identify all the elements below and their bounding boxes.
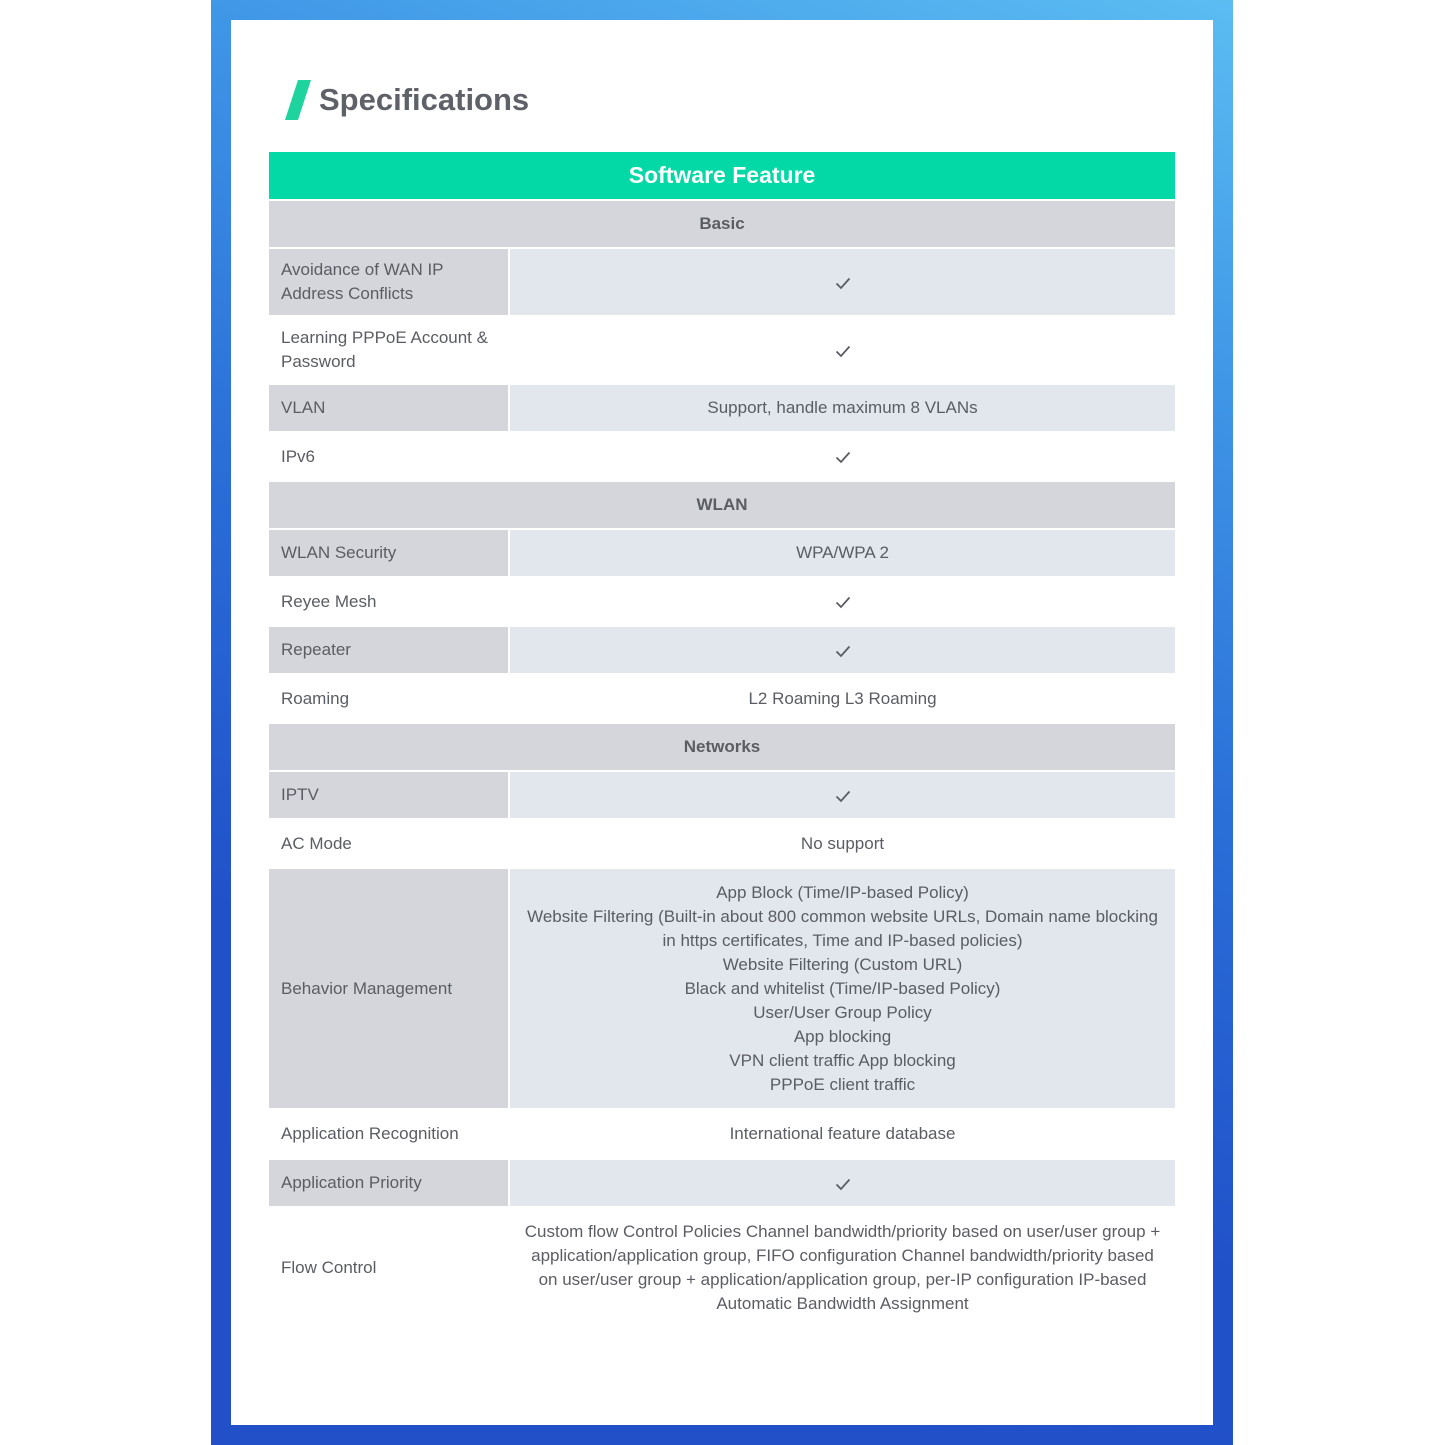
row-value (509, 868, 1175, 1109)
table-row (269, 248, 1175, 316)
table-row (269, 868, 1175, 1109)
behavior-line: Website Filtering (Built-in about 800 common website URLs, Domain name blocking in https certificates, Time and IP-based policies) (527, 906, 1158, 950)
row-label: VLAN (269, 384, 509, 432)
table-row (269, 384, 1175, 432)
behavior-line: VPN client traffic App blocking (729, 1050, 956, 1070)
row-label: Roaming (269, 674, 509, 723)
table-row (269, 1159, 1175, 1207)
behavior-line: User/User Group Policy (753, 1002, 932, 1022)
row-value (509, 626, 1175, 674)
row-label: Application Recognition (269, 1109, 509, 1159)
row-label: IPTV (269, 771, 509, 819)
section-row (269, 723, 1175, 771)
row-value (509, 316, 1175, 384)
check-icon (835, 275, 851, 291)
row-label: Repeater (269, 626, 509, 674)
row-label: Reyee Mesh (269, 577, 509, 626)
row-label: AC Mode (269, 819, 509, 868)
page-title: Specifications (319, 82, 530, 117)
row-label: Application Priority (269, 1159, 509, 1207)
table-row (269, 577, 1175, 626)
table-row (269, 316, 1175, 384)
row-label: Avoidance of WAN IP Address Conflicts (269, 248, 509, 316)
row-value: Support, handle maximum 8 VLANs (509, 384, 1175, 432)
row-value (509, 1159, 1175, 1207)
table-row (269, 771, 1175, 819)
table-row (269, 626, 1175, 674)
table-row (269, 432, 1175, 481)
row-label: Learning PPPoE Account & Password (269, 316, 509, 384)
section-header-networks: Networks (269, 723, 1175, 771)
banner-row (269, 152, 1175, 200)
check-icon (835, 594, 851, 610)
section-header-basic: Basic (269, 200, 1175, 248)
row-value: Custom flow Control Policies Channel bandwidth/priority based on user/user group + application/application group, FIFO configuration Channel bandwidth/priority based on user/user group + application/application group, per-IP configuration IP-based Automatic Bandwidth Assignment (509, 1207, 1175, 1327)
row-value: No support (509, 819, 1175, 868)
row-label: WLAN Security (269, 529, 509, 577)
table-row (269, 529, 1175, 577)
check-icon (835, 343, 851, 359)
behavior-line: App Block (Time/IP-based Policy) (716, 882, 969, 902)
table-row (269, 819, 1175, 868)
row-value (509, 771, 1175, 819)
check-icon (835, 788, 851, 804)
check-icon (835, 449, 851, 465)
behavior-line: App blocking (793, 1026, 892, 1046)
row-value: L2 Roaming L3 Roaming (509, 674, 1175, 723)
row-value (509, 577, 1175, 626)
section-row (269, 481, 1175, 529)
check-icon (835, 643, 851, 659)
spec-table (269, 152, 1175, 1327)
row-label: Behavior Management (269, 868, 509, 1109)
table-banner: Software Feature (269, 152, 1175, 200)
row-label: IPv6 (269, 432, 509, 481)
behavior-line: Black and whitelist (Time/IP-based Policy) (684, 978, 1001, 998)
behavior-line: Website Filtering (Custom URL) (722, 954, 963, 974)
row-value: WPA/WPA 2 (509, 529, 1175, 577)
section-header-wlan: WLAN (269, 481, 1175, 529)
row-value: International feature database (509, 1109, 1175, 1159)
table-row (269, 1109, 1175, 1159)
check-icon (835, 1176, 851, 1192)
row-value (509, 432, 1175, 481)
behavior-line: PPPoE client traffic (769, 1074, 916, 1094)
table-row (269, 1207, 1175, 1327)
table-row (269, 674, 1175, 723)
section-row (269, 200, 1175, 248)
row-value (509, 248, 1175, 316)
row-label: Flow Control (269, 1207, 509, 1327)
